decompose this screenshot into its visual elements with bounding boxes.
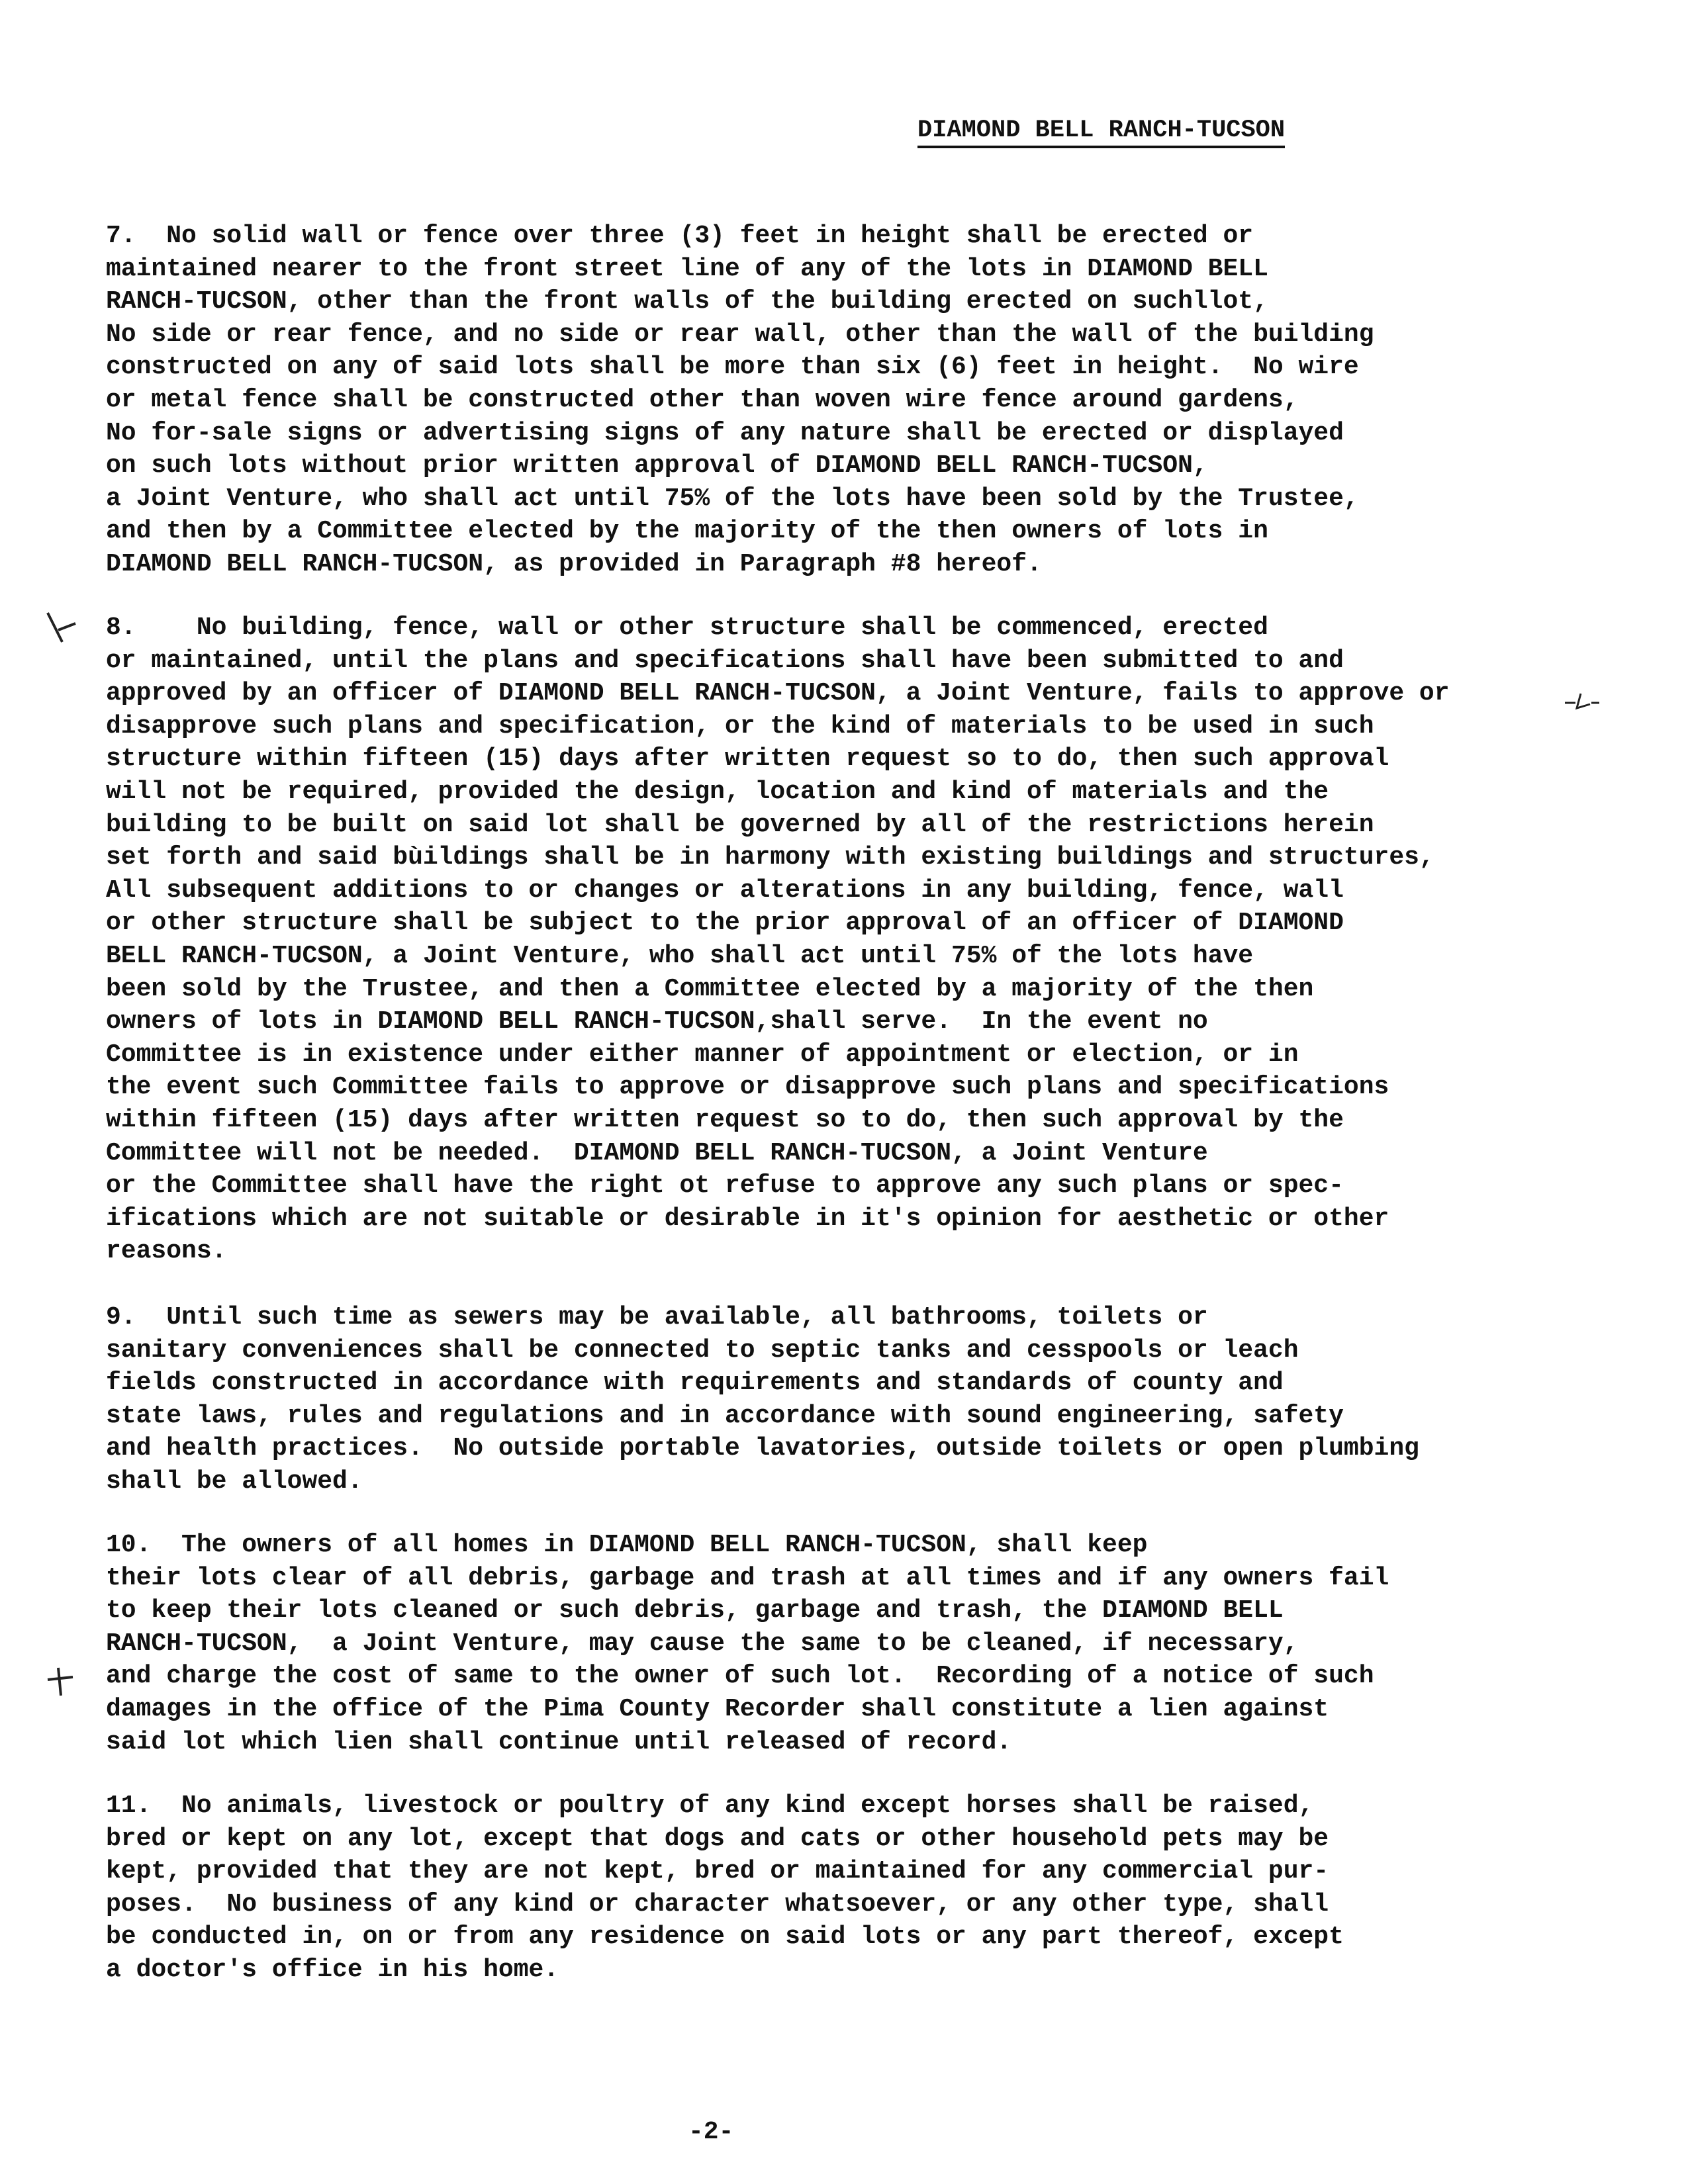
text-line: be conducted in, on or from any residence on said lots or any part thereof, except bbox=[106, 1923, 1344, 1952]
text-line: shall be allowed. bbox=[106, 1467, 363, 1496]
text-line: building to be built on said lot shall be governed by all of the restrictions herein bbox=[106, 810, 1374, 839]
text-line: reasons. bbox=[106, 1237, 227, 1266]
text-line: 9. Until such time as sewers may be available, all bathrooms, toilets or bbox=[106, 1303, 1208, 1332]
text-line: and health practices. No outside portable lavatories, outside toilets or open plumbing bbox=[106, 1434, 1419, 1463]
text-line: No side or rear fence, and no side or rear wall, other than the wall of the building bbox=[106, 320, 1374, 349]
text-line: been sold by the Trustee, and then a Committee elected by a majority of the then bbox=[106, 974, 1314, 1003]
text-line: state laws, rules and regulations and in accordance with sound engineering, safety bbox=[106, 1401, 1344, 1430]
text-line: a doctor's office in his home. bbox=[106, 1955, 559, 1984]
text-line: 10. The owners of all homes in DIAMOND BELL RANCH-TUCSON, shall keep bbox=[106, 1531, 1148, 1559]
text-line: No for-sale signs or advertising signs of any nature shall be erected or displayed bbox=[106, 418, 1344, 447]
paragraph-9 bbox=[106, 1301, 1509, 1498]
text-line: or other structure shall be subject to the prior approval of an officer of DIAMOND bbox=[106, 909, 1344, 938]
text-line: kept, provided that they are not kept, bred or maintained for any commercial pur- bbox=[106, 1857, 1329, 1886]
text-line: set forth and said bùildings shall be in harmony with existing buildings and structures, bbox=[106, 843, 1434, 872]
text-line: Committee is in existence under either manner of appointment or election, or in bbox=[106, 1040, 1299, 1069]
handwritten-margin-mark bbox=[1562, 688, 1602, 715]
text-line: RANCH-TUCSON, other than the front walls of the building erected on suchllot, bbox=[106, 287, 1268, 316]
text-line: a Joint Venture, who shall act until 75% of the lots have been sold by the Trustee, bbox=[106, 484, 1359, 513]
text-line: and charge the cost of same to the owner of such lot. Recording of a notice of such bbox=[106, 1662, 1374, 1691]
text-line: Committee will not be needed. DIAMOND BELL RANCH-TUCSON, a Joint Venture bbox=[106, 1138, 1208, 1167]
text-line: DIAMOND BELL RANCH-TUCSON, as provided in Paragraph #8 hereof. bbox=[106, 549, 1042, 578]
text-line: poses. No business of any kind or character whatsoever, or any other type, shall bbox=[106, 1889, 1329, 1919]
text-line: 11. No animals, livestock or poultry of any kind except horses shall be raised, bbox=[106, 1792, 1314, 1820]
text-line: within fifteen (15) days after written request so to do, then such approval by the bbox=[106, 1105, 1344, 1134]
text-line: or metal fence shall be constructed other than woven wire fence around gardens, bbox=[106, 385, 1299, 414]
text-line: the event such Committee fails to approve or disapprove such plans and specifications bbox=[106, 1073, 1389, 1102]
paragraph-10 bbox=[106, 1529, 1509, 1758]
text-line: to keep their lots cleaned or such debris, garbage and trash, the DIAMOND BELL bbox=[106, 1596, 1284, 1625]
paragraph-8 bbox=[106, 612, 1509, 1268]
page-number: -2- bbox=[688, 2118, 734, 2146]
text-line: maintained nearer to the front street line of any of the lots in DIAMOND BELL bbox=[106, 254, 1268, 283]
text-line: their lots clear of all debris, garbage and trash at all times and if any owners fail bbox=[106, 1563, 1389, 1592]
text-line: will not be required, provided the design, location and kind of materials and the bbox=[106, 777, 1329, 806]
text-line: said lot which lien shall continue until released of record. bbox=[106, 1727, 1012, 1756]
handwritten-check-mark bbox=[42, 609, 82, 649]
text-line: approved by an officer of DIAMOND BELL RANCH-TUCSON, a Joint Venture, fails to approve or bbox=[106, 679, 1450, 708]
document-header: DIAMOND BELL RANCH-TUCSON bbox=[917, 116, 1285, 148]
handwritten-plus-mark bbox=[44, 1665, 77, 1698]
text-line: ifications which are not suitable or desirable in it's opinion for aesthetic or other bbox=[106, 1204, 1389, 1233]
text-line: or the Committee shall have the right ot refuse to approve any such plans or spec- bbox=[106, 1171, 1344, 1201]
text-line: on such lots without prior written approval of DIAMOND BELL RANCH-TUCSON, bbox=[106, 451, 1208, 480]
text-line: 8. No building, fence, wall or other structure shall be commenced, erected bbox=[106, 614, 1268, 642]
text-line: owners of lots in DIAMOND BELL RANCH-TUCSON,shall serve. In the event no bbox=[106, 1007, 1208, 1036]
text-line: fields constructed in accordance with requirements and standards of county and bbox=[106, 1369, 1284, 1398]
text-line: sanitary conveniences shall be connected to septic tanks and cesspools or leach bbox=[106, 1336, 1299, 1365]
text-line: 7. No solid wall or fence over three (3) feet in height shall be erected or bbox=[106, 222, 1254, 250]
text-line: and then by a Committee elected by the majority of the then owners of lots in bbox=[106, 517, 1268, 546]
text-line: BELL RANCH-TUCSON, a Joint Venture, who shall act until 75% of the lots have bbox=[106, 941, 1254, 970]
paragraph-7 bbox=[106, 220, 1509, 581]
text-line: disapprove such plans and specification, or the kind of materials to be used in such bbox=[106, 711, 1374, 741]
text-line: or maintained, until the plans and specifications shall have been submitted to and bbox=[106, 646, 1344, 675]
text-line: bred or kept on any lot, except that dogs and cats or other household pets may be bbox=[106, 1824, 1329, 1853]
text-line: All subsequent additions to or changes or alterations in any building, fence, wall bbox=[106, 876, 1344, 905]
text-line: structure within fifteen (15) days after written request so to do, then such approval bbox=[106, 745, 1389, 774]
paragraph-11 bbox=[106, 1790, 1509, 1987]
text-line: RANCH-TUCSON, a Joint Venture, may cause the same to be cleaned, if necessary, bbox=[106, 1629, 1299, 1658]
text-line: constructed on any of said lots shall be more than six (6) feet in height. No wire bbox=[106, 353, 1359, 382]
text-line: damages in the office of the Pima County Recorder shall constitute a lien against bbox=[106, 1694, 1329, 1723]
